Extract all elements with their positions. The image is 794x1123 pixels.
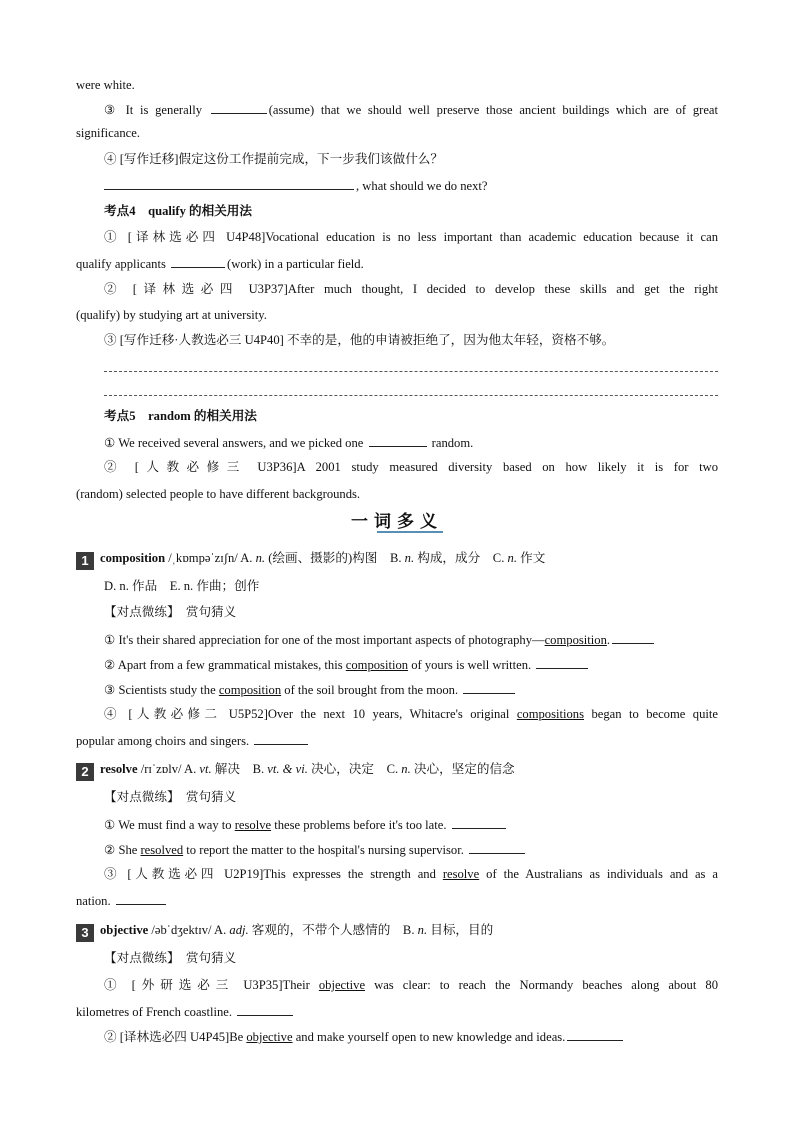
answer-blank[interactable] (469, 841, 525, 854)
part-of-speech: n. (401, 762, 411, 776)
answer-blank[interactable] (171, 255, 225, 268)
answer-blank[interactable] (612, 631, 654, 644)
pronunciation: /əbˈdʒektɪv/ A. (148, 923, 230, 937)
target-word: objective (246, 1030, 293, 1044)
target-word: composition (544, 633, 607, 647)
entry-heading (76, 922, 718, 942)
practice-heading (104, 789, 718, 805)
definition: 客观的，不带个人感情的 B. (248, 923, 418, 937)
part-of-speech: n. (417, 923, 428, 937)
answer-blank[interactable] (104, 177, 354, 190)
text: . (606, 633, 611, 647)
text: 【对点微练】 赏句猜义 (104, 790, 237, 804)
entry-word: composition (100, 551, 166, 565)
exercise-item (104, 1028, 718, 1045)
answer-line[interactable] (104, 371, 718, 372)
text: ② Apart from a few grammatical mistakes, this (104, 658, 346, 672)
part-of-speech: n. (255, 551, 266, 565)
target-word: composition (345, 658, 409, 672)
text: began to become quite (584, 707, 718, 721)
text: were white. (76, 78, 135, 92)
text: random. (428, 436, 474, 450)
exercise-item (104, 656, 718, 673)
pronunciation: /ˌkɒmpəˈzɪʃn/ A. (165, 551, 256, 565)
text: ③ [人教选必四 U2P19]This expresses the strength and (104, 867, 443, 881)
text: qualify applicants (76, 257, 170, 271)
part-of-speech: vt. & vi. (267, 762, 308, 776)
text-line (76, 125, 718, 141)
text: significance. (76, 126, 140, 140)
answer-line[interactable] (104, 395, 718, 396)
entry-number-badge: 2 (76, 763, 94, 781)
definition: 构成，成分 C. (414, 551, 508, 565)
text: ③ Scientists study the (104, 683, 219, 697)
text: (work) in a particular field. (227, 257, 364, 271)
text: 考点5 random 的相关用法 (104, 409, 257, 423)
entry-number-badge: 1 (76, 552, 94, 570)
text: nation. (76, 894, 114, 908)
text: ④ [人教必修二 U5P52]Over the next 10 years, Whitacre's original (104, 707, 517, 721)
answer-blank[interactable] (536, 656, 588, 669)
exercise-item (104, 459, 718, 475)
text: (random) selected people to have different backgrounds. (76, 487, 361, 501)
exercise-item (104, 977, 718, 993)
target-word: compositions (516, 707, 584, 721)
text: D. n. 作品 E. n. 作曲；创作 (104, 579, 260, 593)
definition: 解决 B. (211, 762, 268, 776)
text: ② [人教必修三 U3P36]A 2001 study measured diversity based on how likely it is for two (104, 460, 718, 474)
text: ③ [写作迁移·人教选必三 U4P40] 不幸的是，他的申请被拒绝了，因为他太年轻，资格不够。 (104, 333, 615, 347)
text: of the soil brought from the moon. (281, 683, 462, 697)
text: ② She (104, 843, 141, 857)
text-line (76, 486, 718, 502)
text: ① We received several answers, and we picked one (104, 436, 367, 450)
exercise-item (104, 332, 718, 348)
part-of-speech: adj. (229, 923, 249, 937)
text: ① It's their shared appreciation for one of the most important aspects of photography— (104, 633, 545, 647)
text-line (76, 732, 718, 749)
target-word: objective (318, 978, 366, 992)
text: 【对点微练】 赏句猜义 (104, 951, 237, 965)
text: kilometres of French coastline. (76, 1005, 236, 1019)
practice-heading (104, 950, 718, 966)
text: ① [译林选必四 U4P48]Vocational education is no less important than academic education because it can (104, 230, 718, 244)
answer-blank[interactable] (237, 1003, 293, 1016)
exercise-item (104, 229, 718, 245)
text: of yours is well written. (408, 658, 535, 672)
exercise-item (104, 101, 718, 118)
text: ② [译林选必四 U3P37]After much thought, I decided to develop these skills and get the right (104, 282, 718, 296)
entry-number-badge: 3 (76, 924, 94, 942)
exercise-item (104, 434, 718, 451)
pronunciation: /rɪˈzɒlv/ A. (137, 762, 200, 776)
text-line (76, 77, 718, 93)
definition: (绘画、摄影的)构图 B. (265, 551, 405, 565)
entry-heading (76, 550, 718, 570)
part-of-speech: n. (404, 551, 415, 565)
text: ① [外研选必三 U3P35]Their (104, 978, 319, 992)
answer-blank[interactable] (452, 816, 506, 829)
target-word: resolved (140, 843, 184, 857)
definition: 目标，目的 (427, 923, 494, 937)
target-word: composition (218, 683, 282, 697)
definition: 决心，决定 C. (307, 762, 402, 776)
answer-blank[interactable] (254, 732, 308, 745)
definition: 决心，坚定的信念 (410, 762, 515, 776)
part-of-speech: vt. (199, 762, 212, 776)
text-line (76, 307, 718, 323)
part-of-speech: n. (507, 551, 517, 565)
text-line (76, 1003, 718, 1020)
key-point-heading (104, 408, 718, 424)
answer-blank[interactable] (116, 892, 166, 905)
definition: 作文 (516, 551, 546, 565)
text-line (76, 892, 718, 909)
text: was clear: to reach the Normandy beaches along about 80 (365, 978, 718, 992)
exercise-item (104, 281, 718, 297)
section-title-underline (377, 531, 443, 533)
text: ② [译林选必四 U4P45]Be (104, 1030, 247, 1044)
target-word: resolve (442, 867, 480, 881)
target-word: resolve (234, 818, 272, 832)
entry-word: objective (100, 923, 149, 937)
exercise-item (104, 866, 718, 882)
text: these problems before it's too late. (271, 818, 450, 832)
answer-blank[interactable] (463, 681, 515, 694)
text: ③ It is generally (104, 103, 209, 117)
exercise-item (104, 177, 718, 194)
text: , what should we do next? (356, 179, 488, 193)
text: to report the matter to the hospital's nursing supervisor. (183, 843, 467, 857)
exercise-item (104, 841, 718, 858)
text: popular among choirs and singers. (76, 734, 253, 748)
text: of the Australians as individuals and as a (479, 867, 718, 881)
text: (assume) that we should well preserve those ancient buildings which are of great (268, 103, 719, 117)
entry-word: resolve (100, 762, 138, 776)
entry-definitions (104, 578, 718, 594)
answer-blank[interactable] (211, 101, 267, 114)
text: ① We must find a way to (104, 818, 235, 832)
answer-blank[interactable] (369, 434, 427, 447)
exercise-item (104, 631, 718, 648)
text: 考点4 qualify 的相关用法 (104, 204, 252, 218)
exercise-item (104, 816, 718, 833)
text: and make yourself open to new knowledge and ideas. (292, 1030, 566, 1044)
text-line (76, 255, 718, 272)
exercise-item (104, 681, 718, 698)
text: (qualify) by studying art at university. (76, 308, 267, 322)
exercise-item (104, 151, 718, 167)
exercise-item (104, 706, 718, 722)
entry-heading (76, 761, 718, 781)
practice-heading (104, 604, 718, 620)
text: ④ [写作迁移]假定这份工作提前完成，下一步我们该做什么？ (104, 152, 443, 166)
key-point-heading (104, 203, 718, 219)
section-title: 一词多义 (351, 512, 443, 532)
text: 【对点微练】 赏句猜义 (104, 605, 237, 619)
answer-blank[interactable] (567, 1028, 623, 1041)
